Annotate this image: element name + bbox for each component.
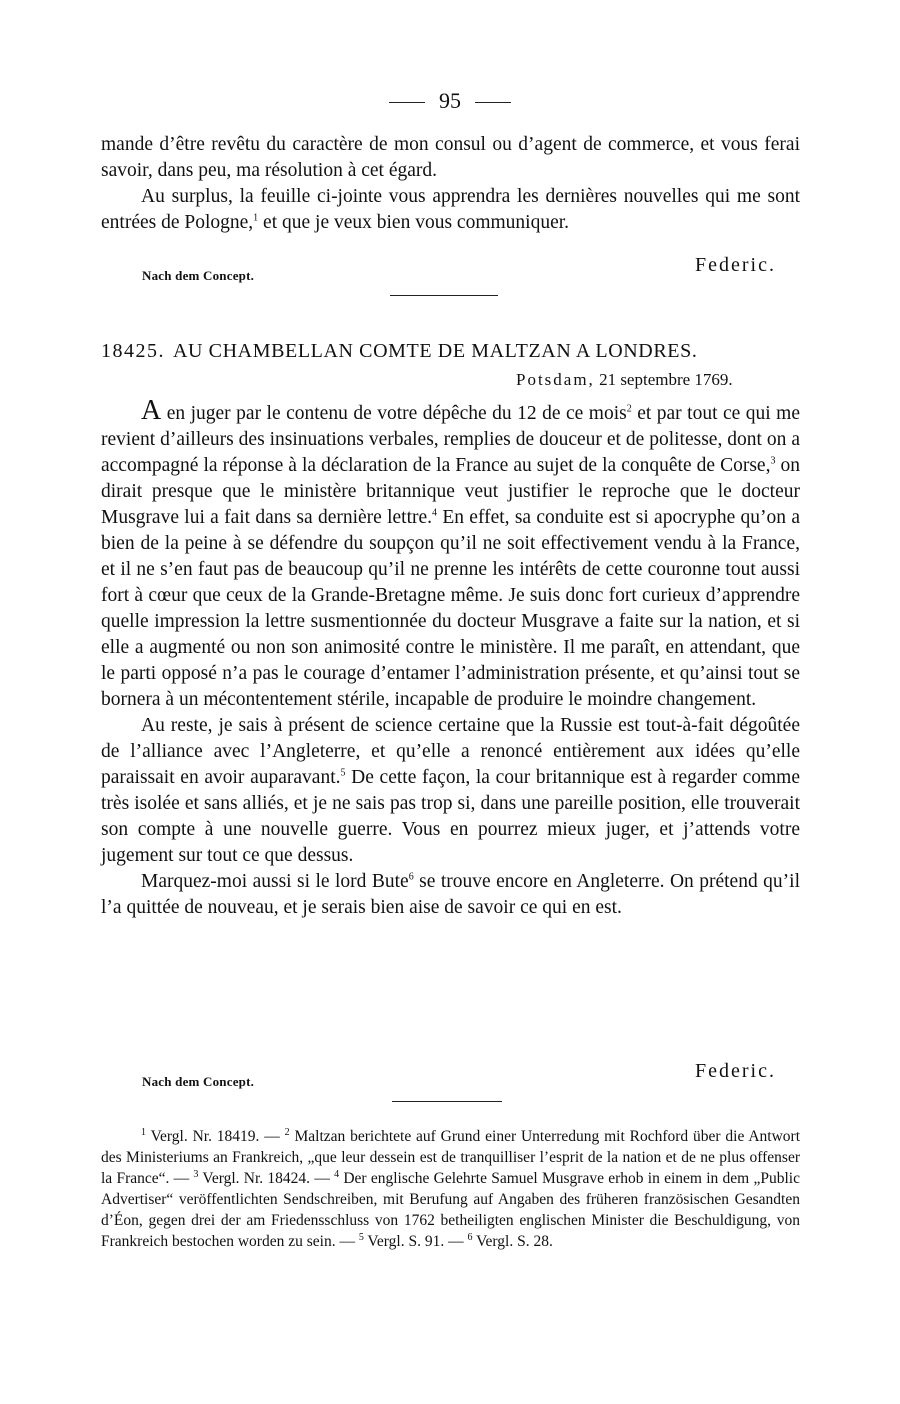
footnote-text-6: Vergl. S. 28. xyxy=(472,1233,553,1250)
header-dash-left xyxy=(389,102,425,103)
letter2-heading xyxy=(101,340,800,363)
page-header xyxy=(0,88,900,114)
separator-rule-2 xyxy=(392,1101,502,1102)
letter2-source: Nach dem Concept. xyxy=(142,1074,255,1089)
separator-rule-1 xyxy=(390,295,498,296)
footnote-marker-5: 5 xyxy=(358,1231,364,1243)
letter2-place: Potsdam, xyxy=(516,370,595,389)
footnote-ref-4: 4 xyxy=(432,507,438,519)
letter2-p3-text-a: Marquez-moi aussi si le lord Bute xyxy=(141,871,409,892)
letter2-paragraph-1 xyxy=(101,395,801,713)
letter2-title: AU CHAMBELLAN COMTE DE MALTZAN A LONDRES. xyxy=(173,340,698,362)
letter2-paragraph-2 xyxy=(101,713,800,869)
footnote-ref-3: 3 xyxy=(770,455,776,467)
footnote-text-4: Der englische Gelehrte Samuel Musgrave erhob in einem in dem „Public Advertiser“ veröffentlichten Sendschreiben, mit Berufung auf Angaben des früheren französischen Gesandten d’Éon, gegen drei der am Friedensschluss von 1762 betheiligten englischen Minister die Beschuldigung, von Frankreich bestochen worden zu sein. — xyxy=(101,1170,800,1250)
letter1-text xyxy=(101,132,800,236)
letter2-p2-text-b: De cette façon, la cour britannique est à regarder comme très isolée et sans alliés, et je ne sais pas trop si, dans une pareille position, elle trouverait son compte à une nouvelle guerre. Vous en pourrez mieux juger, et j’attends votre jugement sur tout ce que dessus. xyxy=(101,767,800,866)
letter2-dropcap: A xyxy=(141,395,162,426)
letter1-continuation: mande d’être revêtu du caractère de mon consul ou d’agent de commerce, et vous ferai savoir, dans peu, ma résolution à cet égard. xyxy=(101,134,800,181)
letter2-date: 21 septembre 1769. xyxy=(599,370,733,389)
footnote-ref-2: 2 xyxy=(626,403,632,415)
letter1-signature: Federic. xyxy=(695,254,776,276)
letter1-paragraph xyxy=(101,184,800,236)
footnote-marker-3: 3 xyxy=(193,1168,199,1180)
letter2-p1-text-c: on dirait presque que le ministère britannique veut justifier le reproche que le docteur Musgrave lui a fait dans sa dernière lettre. xyxy=(101,455,801,528)
footnote-marker-2: 2 xyxy=(284,1126,290,1138)
letter2-p1-text-a: en juger par le contenu de votre dépêche du 12 de ce mois xyxy=(161,403,627,424)
letter2-closing xyxy=(142,1060,776,1090)
letter2-paragraph-3 xyxy=(101,869,800,921)
letter2-text xyxy=(101,395,801,921)
letter2-p1-text-d: En effet, sa conduite est si apocryphe qu’on a bien de la peine à se défendre du soupçon qu’il ne soit effectivement vendu à la France, et il ne s’en faut pas de beaucoup qu’il ne prenne les intérêts de cette couronne tout aussi fort à cœur que ceux de la Grande-Bretagne même. Je suis donc fort curieux d’apprendre quelle impression la lettre susmentionnée du docteur Musgrave a faite sur la nation, et si elle a augmenté ou non son animosité contre le ministère. Il me paraît, en attendant, que le parti opposé n’a pas le courage d’entamer l’administration présente, et qu’ainsi tout se bornera à un mécontentement stérile, incapable de produire le moindre changement. xyxy=(101,507,800,710)
footnote-text-1: Vergl. Nr. 18419. — xyxy=(146,1128,285,1145)
footnote-ref-1: 1 xyxy=(253,212,259,224)
footnote-marker-4: 4 xyxy=(334,1168,340,1180)
letter1-para-text-a: Au surplus, la feuille ci-jointe vous apprendra les dernières nouvelles qui me sont entrées de Pologne, xyxy=(101,186,800,233)
footnote-ref-5: 5 xyxy=(340,767,346,779)
footnote-ref-6: 6 xyxy=(408,871,414,883)
footnote-text-3: Vergl. Nr. 18424. — xyxy=(198,1170,335,1187)
header-dash-right xyxy=(475,102,511,103)
letter2-p2-text-a: Au reste, je sais à présent de science certaine que la Russie est tout-à-fait dégoûtée de l’alliance avec l’Angleterre, et qu’elle a renoncé entièrement aux idées qu’elle paraissait en avoir auparavant. xyxy=(101,715,800,788)
footnote-text-5: Vergl. S. 91. — xyxy=(363,1233,468,1250)
letter2-p1-text-b: et par tout ce qui me revient d’ailleurs des insinuations verbales, remplies de douceur et de politesse, dont on a accompagné la réponse à la déclaration de la France au sujet de la conquête de Corse, xyxy=(101,403,800,476)
letter1-closing xyxy=(142,254,776,284)
letter2-number: 18425. xyxy=(101,340,165,362)
letter2-p3-text-b: se trouve encore en Angleterre. On prétend qu’il l’a quittée de nouveau, et je serais bien aise de savoir ce qui en est. xyxy=(101,871,800,918)
letter2-dateline xyxy=(516,370,733,390)
footnote-marker-6: 6 xyxy=(467,1231,473,1243)
footnote-text-2: Maltzan berichtete auf Grund einer Unterredung mit Rochford über die Antwort des Ministeriums an Frankreich, „que leur dessein est de tranquilliser l’esprit de la nation et de ne plus offenser la France“. — xyxy=(101,1128,801,1187)
footnote-block xyxy=(101,1126,800,1252)
letter2-signature: Federic. xyxy=(695,1060,776,1082)
letter1-para-text-b: et que je veux bien vous communiquer. xyxy=(258,212,570,233)
footnotes xyxy=(101,1126,800,1252)
letter1-source: Nach dem Concept. xyxy=(142,268,255,283)
page-number: 95 xyxy=(439,88,461,113)
footnote-marker-1: 1 xyxy=(141,1126,146,1138)
